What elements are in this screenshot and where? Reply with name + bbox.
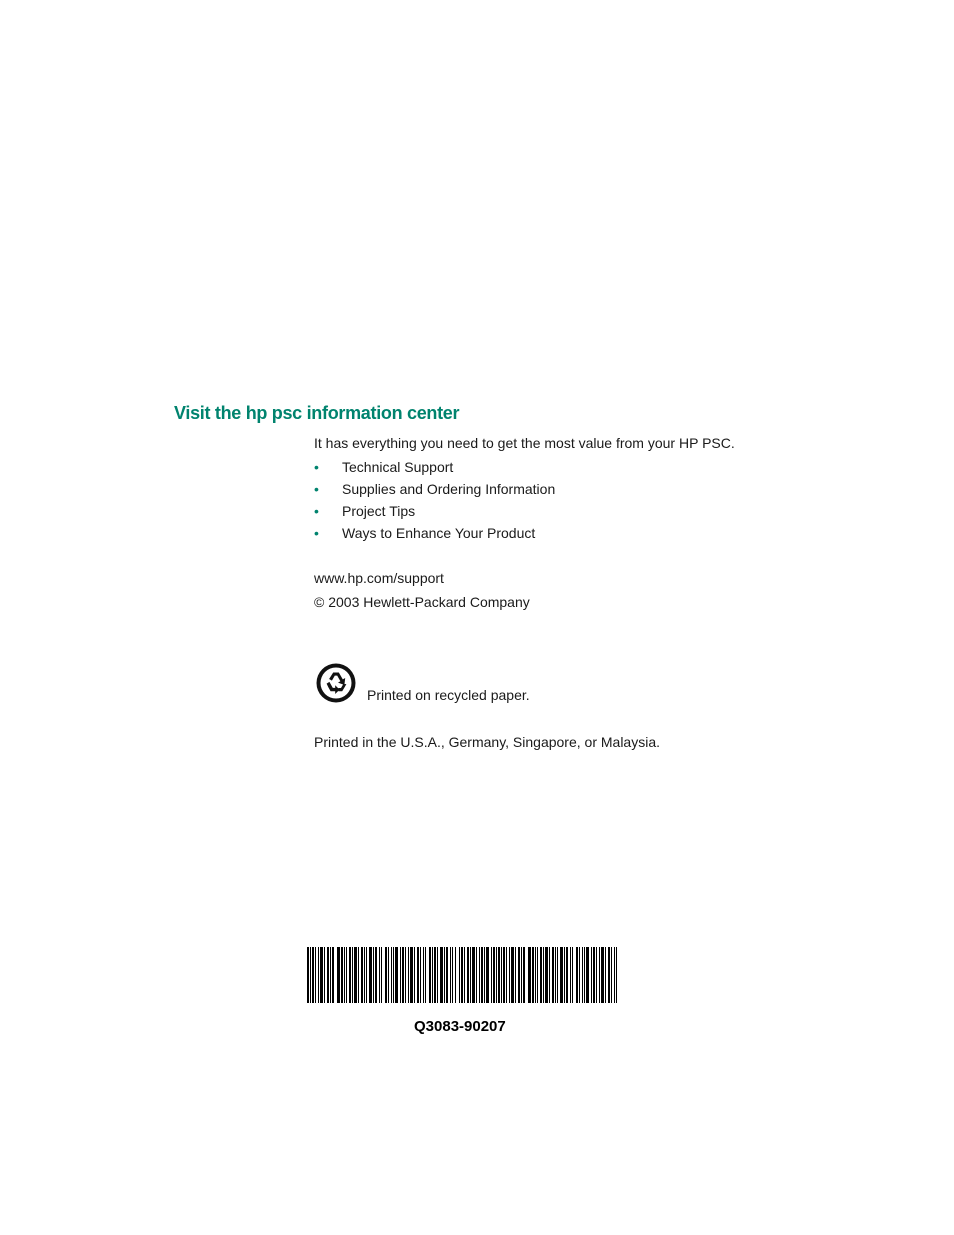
list-item-label: Ways to Enhance Your Product <box>342 525 536 541</box>
list-item-label: Project Tips <box>342 503 416 519</box>
printed-in-text: Printed in the U.S.A., Germany, Singapore, or Malaysia. <box>314 734 661 750</box>
bullet-icon: • <box>314 503 319 519</box>
recycle-icon <box>316 663 356 703</box>
bullet-icon: • <box>314 459 319 475</box>
recycled-paper-text: Printed on recycled paper. <box>367 687 530 703</box>
list-item-label: Supplies and Ordering Information <box>342 481 556 497</box>
copyright-text: © 2003 Hewlett-Packard Company <box>314 594 530 610</box>
barcode-image <box>307 947 618 1003</box>
part-number: Q3083-90207 <box>414 1018 506 1035</box>
intro-text: It has everything you need to get the most value from your HP PSC. <box>314 435 735 451</box>
bullet-icon: • <box>314 481 319 497</box>
section-heading: Visit the hp psc information center <box>174 403 460 423</box>
support-url: www.hp.com/support <box>314 570 444 586</box>
list-item-label: Technical Support <box>342 459 454 475</box>
bullet-icon: • <box>314 525 319 541</box>
